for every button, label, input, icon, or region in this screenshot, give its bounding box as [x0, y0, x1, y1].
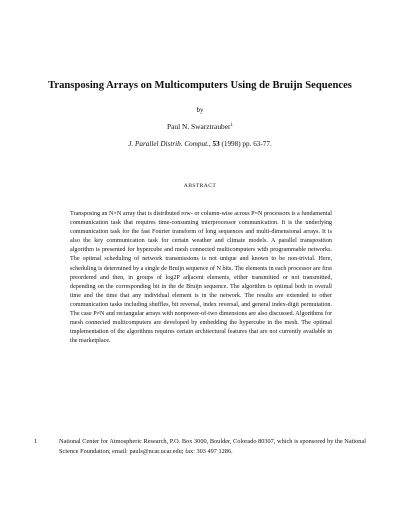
footnote-mark: 1 [34, 438, 38, 445]
footnote-text: National Center for Atmospheric Research, P.O. Box 3000, Boulder, Colorado 80307, which is sponsored by the National Science Foundation; email: pauls@ncar.ucar.edu; fax: 303 497 1286. [59, 438, 366, 455]
author-line [0, 122, 400, 131]
citation [0, 140, 400, 148]
footnote [34, 437, 366, 456]
by-line: by [196, 106, 204, 114]
abstract-heading: ABSTRACT [183, 183, 217, 189]
author-footnote-mark: 1 [230, 123, 233, 128]
paper-title: Transposing Arrays on Multicomputers Using de Bruijn Sequences [48, 80, 352, 91]
author-name: Paul N. Swarztrauber [167, 122, 231, 131]
citation-journal: J. Parallel Distrib. Comput., [128, 140, 211, 148]
abstract-body: Transposing an N×N array that is distributed row- or column-wise across P=N processors is a fundamental communication task that requires time-consuming interprocessor communication. It is the underlying communication task for the fast Fourier transform of long sequences and multi-dimensional arrays. It is also the key communication task for certain weather and climate models. A parallel transposition algorithm is presented for hypercube and mesh connected multicomputers with programmable networks. The optimal scheduling of network transmissions is not unique and known to be non-trivial. Here, scheduling is determined by a single de Bruijn sequence of N bits. The elements in each processor are first preordered and then, in groups of log2P adjacent elements, either transmitted or not transmitted, depending on the corresponding bit in the de Bruijn sequence. The algorithm is optimal both in overall time and the time that any individual element is in the network. The results are extended to other communication tasks including shuffles, bit reversal, index reversal, and general index-digit permutation. The case P≠N and rectangular arrays with nonpower-of-two dimensions are also discussed. Algorithms for mesh connected multicomputers are developed by embedding the hypercube in the mesh. The optimal implementation of the algorithms requires certain architectural features that are not currently available in the marketplace. [70, 211, 332, 345]
citation-volume: 53 [212, 140, 220, 148]
citation-pages: (1998) pp. 63-77. [221, 140, 272, 148]
